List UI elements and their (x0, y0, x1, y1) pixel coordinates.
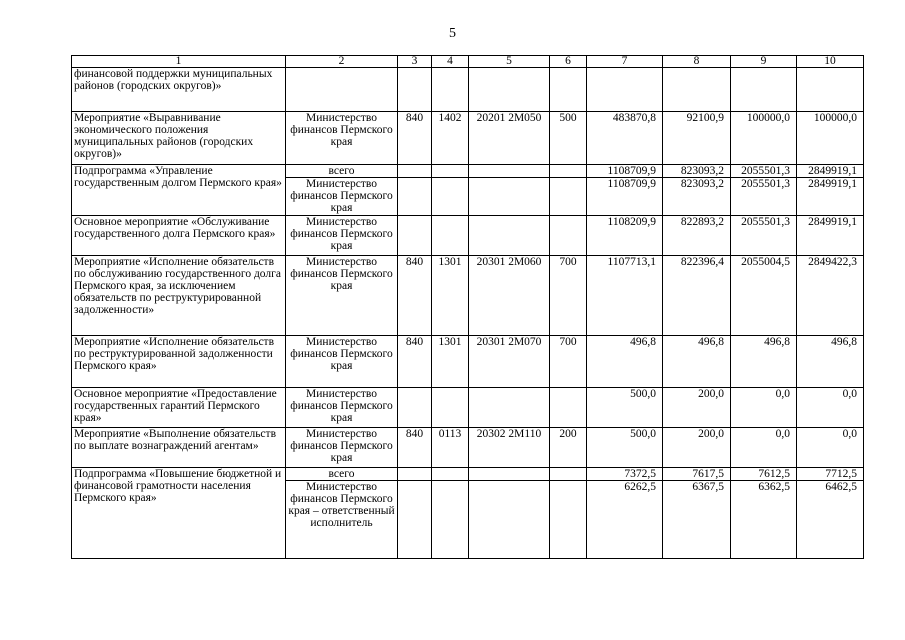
program-name: Основное мероприятие «Предоставление государственных гарантий Пермского края» (72, 388, 286, 428)
header-cell: 6 (550, 56, 587, 68)
table-row (72, 388, 864, 428)
amount-col7: 6262,5 (587, 481, 663, 559)
table-row (72, 336, 864, 388)
target-code: 20302 2М110 (469, 428, 550, 468)
amount-col7: 500,0 (587, 428, 663, 468)
expense-type: 700 (550, 256, 587, 336)
executor (286, 68, 398, 112)
amount-col10: 100000,0 (797, 112, 864, 165)
header-cell: 9 (731, 56, 797, 68)
section-code: 1301 (432, 256, 469, 336)
amount-col8 (663, 68, 731, 112)
amount-col9: 2055501,3 (731, 178, 797, 216)
amount-col9: 100000,0 (731, 112, 797, 165)
executor: Министерство финансов Пермского края (286, 256, 398, 336)
grbs-code: 840 (398, 428, 432, 468)
amount-col7: 1108209,9 (587, 216, 663, 256)
executor: Министерство финансов Пермского края (286, 178, 398, 216)
section-code (432, 216, 469, 256)
grbs-code: 840 (398, 336, 432, 388)
amount-col10: 2849422,3 (797, 256, 864, 336)
amount-col10: 7712,5 (797, 468, 864, 481)
target-code: 20301 2М070 (469, 336, 550, 388)
header-cell: 10 (797, 56, 864, 68)
header-cell: 7 (587, 56, 663, 68)
program-name: Подпрограмма «Управление государственным долгом Пермского края» (72, 165, 286, 216)
amount-col8: 823093,2 (663, 165, 731, 178)
amount-col9: 7612,5 (731, 468, 797, 481)
expense-type: 200 (550, 428, 587, 468)
amount-col8: 823093,2 (663, 178, 731, 216)
section-code (432, 68, 469, 112)
amount-col9 (731, 68, 797, 112)
amount-col10 (797, 68, 864, 112)
expense-type (550, 388, 587, 428)
table-row (72, 428, 864, 468)
amount-col8: 200,0 (663, 388, 731, 428)
table-row (72, 216, 864, 256)
amount-col10: 496,8 (797, 336, 864, 388)
amount-col7: 1108709,9 (587, 178, 663, 216)
header-cell: 2 (286, 56, 398, 68)
amount-col9: 2055004,5 (731, 256, 797, 336)
section-code: 0113 (432, 428, 469, 468)
amount-col8: 92100,9 (663, 112, 731, 165)
amount-col8: 496,8 (663, 336, 731, 388)
amount-col9: 2055501,3 (731, 216, 797, 256)
target-code (469, 388, 550, 428)
header-cell: 8 (663, 56, 731, 68)
amount-col8: 6367,5 (663, 481, 731, 559)
grbs-code (398, 216, 432, 256)
grbs-code: 840 (398, 112, 432, 165)
section-code: 1402 (432, 112, 469, 165)
grbs-code (398, 68, 432, 112)
amount-col9: 6362,5 (731, 481, 797, 559)
program-name: Мероприятие «Исполнение обязательств по реструктурированной задолженности Пермского края» (72, 336, 286, 388)
target-code: 20201 2М050 (469, 112, 550, 165)
executor-total: всего (286, 165, 398, 178)
program-name: Мероприятие «Исполнение обязательств по обслуживанию государственного долга Пермского края, за исключением обязательств по реструктурированной задолженности» (72, 256, 286, 336)
target-code: 20301 2М060 (469, 256, 550, 336)
table-row (72, 256, 864, 336)
amount-col7: 7372,5 (587, 468, 663, 481)
section-code (432, 388, 469, 428)
amount-col7: 1108709,9 (587, 165, 663, 178)
amount-col8: 822893,2 (663, 216, 731, 256)
amount-col8: 7617,5 (663, 468, 731, 481)
table-row (72, 468, 864, 481)
amount-col9: 0,0 (731, 428, 797, 468)
target-code (469, 216, 550, 256)
executor: Министерство финансов Пермского края (286, 216, 398, 256)
amount-col7: 500,0 (587, 388, 663, 428)
amount-col7: 483870,8 (587, 112, 663, 165)
amount-col10: 6462,5 (797, 481, 864, 559)
executor: Министерство финансов Пермского края – ответственный исполнитель (286, 481, 398, 559)
table-row (72, 68, 864, 112)
expense-type: 700 (550, 336, 587, 388)
expense-type: 500 (550, 112, 587, 165)
header-cell: 5 (469, 56, 550, 68)
target-code (469, 68, 550, 112)
executor-total: всего (286, 468, 398, 481)
amount-col10: 0,0 (797, 388, 864, 428)
amount-col8: 200,0 (663, 428, 731, 468)
amount-col7: 496,8 (587, 336, 663, 388)
executor: Министерство финансов Пермского края (286, 336, 398, 388)
amount-col9: 0,0 (731, 388, 797, 428)
program-name: Мероприятие «Выполнение обязательств по выплате вознаграждений агентам» (72, 428, 286, 468)
header-row (72, 56, 864, 68)
header-cell: 1 (72, 56, 286, 68)
expense-type (550, 216, 587, 256)
grbs-code (398, 388, 432, 428)
program-name: Подпрограмма «Повышение бюджетной и финансовой грамотности населения Пермского края» (72, 468, 286, 559)
program-name: Мероприятие «Выравнивание экономического положения муниципальных районов (городских округов)» (72, 112, 286, 165)
page-number: 5 (449, 26, 456, 41)
amount-col9: 2055501,3 (731, 165, 797, 178)
executor: Министерство финансов Пермского края (286, 428, 398, 468)
amount-col10: 2849919,1 (797, 216, 864, 256)
amount-col7: 1107713,1 (587, 256, 663, 336)
amount-col9: 496,8 (731, 336, 797, 388)
budget-table (71, 55, 864, 559)
executor: Министерство финансов Пермского края (286, 112, 398, 165)
amount-col10: 0,0 (797, 428, 864, 468)
expense-type (550, 68, 587, 112)
header-cell: 4 (432, 56, 469, 68)
section-code: 1301 (432, 336, 469, 388)
program-name: Основное мероприятие «Обслуживание государственного долга Пермского края» (72, 216, 286, 256)
table-row (72, 112, 864, 165)
table-row (72, 165, 864, 178)
amount-col10: 2849919,1 (797, 165, 864, 178)
amount-col8: 822396,4 (663, 256, 731, 336)
amount-col10: 2849919,1 (797, 178, 864, 216)
program-name: финансовой поддержки муниципальных районов (городских округов)» (72, 68, 286, 112)
grbs-code: 840 (398, 256, 432, 336)
header-cell: 3 (398, 56, 432, 68)
executor: Министерство финансов Пермского края (286, 388, 398, 428)
amount-col7 (587, 68, 663, 112)
